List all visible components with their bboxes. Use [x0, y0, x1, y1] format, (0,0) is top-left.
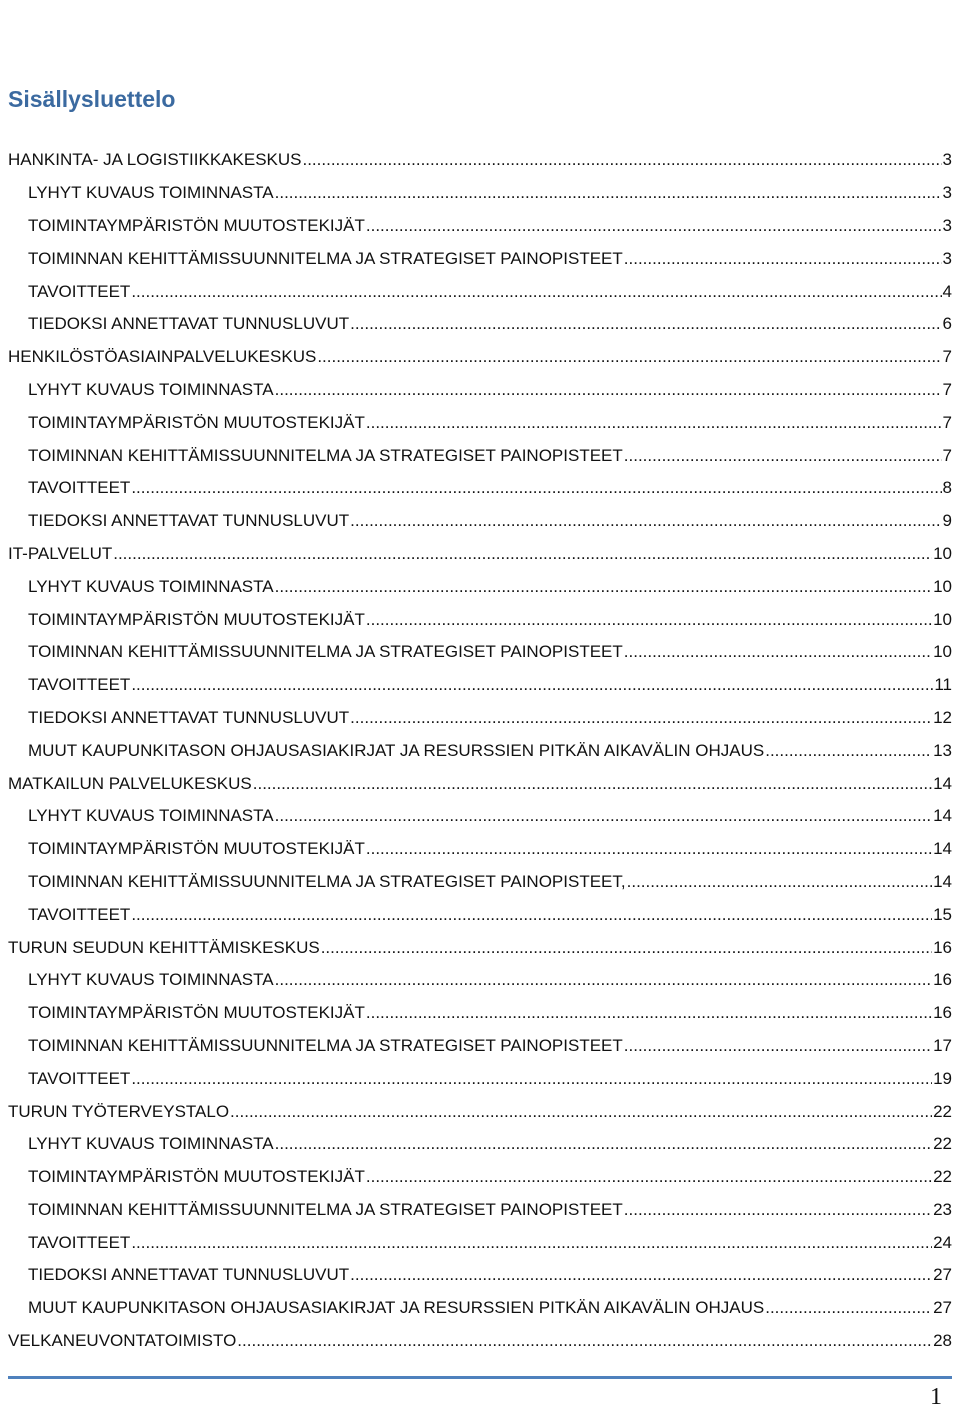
- toc-entry-page: 14: [933, 871, 952, 891]
- toc-entry-page: 27: [933, 1298, 952, 1318]
- toc-dot-leader: [627, 872, 932, 892]
- toc-dot-leader: [624, 446, 942, 466]
- toc-entry-page: 23: [933, 1199, 952, 1219]
- toc-entry[interactable]: [0, 538, 960, 571]
- toc-entry-label: VELKANEUVONTATOIMISTO: [8, 1331, 237, 1351]
- page-number: 1: [930, 1384, 942, 1410]
- toc-entry-page: 11: [934, 675, 952, 695]
- toc-entry-label: TOIMINNAN KEHITTÄMISSUUNNITELMA JA STRATEGISET PAINOPISTEET: [28, 642, 623, 662]
- toc-entry-page: 22: [933, 1101, 952, 1121]
- toc-entry[interactable]: [0, 472, 960, 505]
- toc-entry-page: 16: [933, 1003, 952, 1023]
- toc-entry-label: TIEDOKSI ANNETTAVAT TUNNUSLUVUT: [28, 1265, 350, 1285]
- toc-entry-label: TOIMINNAN KEHITTÄMISSUUNNITELMA JA STRATEGISET PAINOPISTEET: [28, 248, 623, 268]
- toc-entry-page: 16: [933, 970, 952, 990]
- toc-entry[interactable]: [0, 1259, 960, 1292]
- toc-dot-leader: [765, 741, 932, 761]
- toc-entry-page: 22: [933, 1134, 952, 1154]
- toc-dot-leader: [624, 1200, 932, 1220]
- toc-entry-label: TAVOITTEET: [28, 1232, 131, 1252]
- toc-entry[interactable]: [0, 242, 960, 275]
- toc-entry-label: LYHYT KUVAUS TOIMINNASTA: [28, 183, 274, 203]
- toc-entry-page: 3: [942, 183, 952, 203]
- toc-entry-page: 4: [942, 281, 952, 301]
- toc-entry[interactable]: [0, 997, 960, 1030]
- toc-entry-page: 19: [933, 1068, 952, 1088]
- toc-entry-label: LYHYT KUVAUS TOIMINNASTA: [28, 1134, 274, 1154]
- toc-entry[interactable]: [0, 866, 960, 899]
- toc-dot-leader: [366, 839, 932, 859]
- toc-entry-label: TOIMINNAN KEHITTÄMISSUUNNITELMA JA STRATEGISET PAINOPISTEET: [28, 1199, 623, 1219]
- toc-entry[interactable]: [0, 1161, 960, 1194]
- toc-entry[interactable]: [0, 800, 960, 833]
- toc-entry-label: LYHYT KUVAUS TOIMINNASTA: [28, 576, 274, 596]
- toc-entry-label: TOIMINTAYMPÄRISTÖN MUUTOSTEKIJÄT: [28, 215, 365, 235]
- toc-entry-label: TOIMINTAYMPÄRISTÖN MUUTOSTEKIJÄT: [28, 412, 365, 432]
- toc-entry[interactable]: [0, 505, 960, 538]
- toc-entry-label: TAVOITTEET: [28, 675, 131, 695]
- toc-entry-label: TOIMINNAN KEHITTÄMISSUUNNITELMA JA STRATEGISET PAINOPISTEET: [28, 1035, 623, 1055]
- toc-entry-label: TURUN SEUDUN KEHITTÄMISKESKUS: [8, 937, 320, 957]
- toc-entry-page: 3: [942, 248, 952, 268]
- toc-dot-leader: [131, 478, 941, 498]
- toc-dot-leader: [350, 1265, 932, 1285]
- toc-entry-page: 27: [933, 1265, 952, 1285]
- toc-entry-label: MATKAILUN PALVELUKESKUS: [8, 773, 252, 793]
- toc-entry-label: TOIMINTAYMPÄRISTÖN MUUTOSTEKIJÄT: [28, 609, 365, 629]
- toc-entry[interactable]: [0, 570, 960, 603]
- toc-dot-leader: [624, 249, 942, 269]
- toc-entry-page: 13: [933, 740, 952, 760]
- toc-dot-leader: [302, 150, 941, 170]
- toc-entry[interactable]: [0, 603, 960, 636]
- toc-entry[interactable]: [0, 669, 960, 702]
- toc-dot-leader: [275, 577, 932, 597]
- toc-entry[interactable]: [0, 144, 960, 177]
- toc-entry-page: 3: [942, 215, 952, 235]
- toc-dot-leader: [366, 1167, 932, 1187]
- toc-entry-label: TOIMINNAN KEHITTÄMISSUUNNITELMA JA STRATEGISET PAINOPISTEET,: [28, 871, 626, 891]
- toc-entry-label: LYHYT KUVAUS TOIMINNASTA: [28, 379, 274, 399]
- toc-entry-page: 10: [933, 576, 952, 596]
- toc-entry[interactable]: [0, 177, 960, 210]
- toc-dot-leader: [275, 183, 942, 203]
- toc-entry[interactable]: [0, 898, 960, 931]
- toc-entry-label: TOIMINNAN KEHITTÄMISSUUNNITELMA JA STRATEGISET PAINOPISTEET: [28, 445, 623, 465]
- toc-entry[interactable]: [0, 1292, 960, 1325]
- toc-entry[interactable]: [0, 734, 960, 767]
- toc-entry-page: 10: [933, 609, 952, 629]
- toc-entry-label: MUUT KAUPUNKITASON OHJAUSASIAKIRJAT JA RESURSSIEN PITKÄN AIKAVÄLIN OHJAUS: [28, 740, 765, 760]
- toc-entry[interactable]: [0, 1226, 960, 1259]
- toc-dot-leader: [624, 642, 932, 662]
- toc-dot-leader: [366, 216, 942, 236]
- toc-entry[interactable]: [0, 406, 960, 439]
- toc-entry[interactable]: [0, 964, 960, 997]
- toc-entry[interactable]: [0, 767, 960, 800]
- toc-dot-leader: [350, 708, 932, 728]
- toc-entry[interactable]: [0, 1325, 960, 1358]
- toc-entry-label: TURUN TYÖTERVEYSTALO: [8, 1101, 230, 1121]
- toc-entry-page: 7: [942, 412, 952, 432]
- toc-dot-leader: [230, 1102, 932, 1122]
- toc-entry-label: TIEDOKSI ANNETTAVAT TUNNUSLUVUT: [28, 707, 350, 727]
- toc-dot-leader: [366, 610, 932, 630]
- toc-dot-leader: [275, 1134, 932, 1154]
- toc-dot-leader: [275, 806, 932, 826]
- toc-entry-page: 22: [933, 1167, 952, 1187]
- toc-entry-label: MUUT KAUPUNKITASON OHJAUSASIAKIRJAT JA RESURSSIEN PITKÄN AIKAVÄLIN OHJAUS: [28, 1298, 765, 1318]
- toc-entry[interactable]: [0, 1194, 960, 1227]
- toc-dot-leader: [131, 1069, 932, 1089]
- toc-entry-label: LYHYT KUVAUS TOIMINNASTA: [28, 806, 274, 826]
- toc-entry-page: 15: [933, 904, 952, 924]
- toc-entry[interactable]: [0, 374, 960, 407]
- toc-dot-leader: [624, 1036, 932, 1056]
- toc-entry-page: 14: [933, 773, 952, 793]
- toc-entry[interactable]: [0, 1128, 960, 1161]
- toc-dot-leader: [131, 1233, 932, 1253]
- toc-dot-leader: [366, 413, 942, 433]
- toc-entry-page: 3: [942, 150, 952, 170]
- toc-list: [0, 144, 960, 1357]
- toc-entry[interactable]: [0, 833, 960, 866]
- toc-entry-page: 7: [942, 379, 952, 399]
- toc-entry-page: 10: [933, 642, 952, 662]
- toc-entry-page: 14: [933, 839, 952, 859]
- toc-entry[interactable]: [0, 341, 960, 374]
- toc-dot-leader: [237, 1331, 932, 1351]
- toc-entry-page: 7: [942, 347, 952, 367]
- toc-entry-label: TOIMINTAYMPÄRISTÖN MUUTOSTEKIJÄT: [28, 1003, 365, 1023]
- toc-dot-leader: [131, 282, 941, 302]
- toc-entry-page: 28: [933, 1331, 952, 1351]
- toc-dot-leader: [275, 380, 942, 400]
- toc-entry-label: TIEDOKSI ANNETTAVAT TUNNUSLUVUT: [28, 314, 350, 334]
- toc-entry-label: TIEDOKSI ANNETTAVAT TUNNUSLUVUT: [28, 511, 350, 531]
- toc-dot-leader: [350, 511, 941, 531]
- toc-entry[interactable]: [0, 931, 960, 964]
- toc-entry[interactable]: [0, 1062, 960, 1095]
- toc-entry[interactable]: [0, 1095, 960, 1128]
- toc-entry-label: TAVOITTEET: [28, 1068, 131, 1088]
- toc-title: Sisällysluettelo: [8, 86, 176, 112]
- toc-entry-label: TOIMINTAYMPÄRISTÖN MUUTOSTEKIJÄT: [28, 1167, 365, 1187]
- toc-entry-label: HENKILÖSTÖASIAINPALVELUKESKUS: [8, 347, 317, 367]
- toc-dot-leader: [765, 1298, 932, 1318]
- toc-entry-page: 24: [933, 1232, 952, 1252]
- toc-entry-page: 8: [942, 478, 952, 498]
- toc-dot-leader: [253, 774, 932, 794]
- toc-dot-leader: [113, 544, 932, 564]
- toc-entry[interactable]: [0, 308, 960, 341]
- toc-entry-label: LYHYT KUVAUS TOIMINNASTA: [28, 970, 274, 990]
- toc-dot-leader: [366, 1003, 932, 1023]
- toc-entry-page: 12: [933, 707, 952, 727]
- toc-entry-label: TAVOITTEET: [28, 281, 131, 301]
- footer-rule: [8, 1376, 952, 1379]
- toc-dot-leader: [275, 970, 932, 990]
- toc-entry-label: TAVOITTEET: [28, 904, 131, 924]
- toc-entry-page: 17: [933, 1035, 952, 1055]
- toc-entry-page: 16: [933, 937, 952, 957]
- toc-entry-label: HANKINTA- JA LOGISTIIKKAKESKUS: [8, 150, 302, 170]
- toc-entry-label: TAVOITTEET: [28, 478, 131, 498]
- toc-entry-page: 10: [933, 543, 952, 563]
- toc-entry-page: 6: [942, 314, 952, 334]
- toc-dot-leader: [317, 347, 941, 367]
- toc-entry[interactable]: [0, 439, 960, 472]
- toc-dot-leader: [321, 938, 932, 958]
- toc-dot-leader: [131, 675, 933, 695]
- toc-entry[interactable]: [0, 702, 960, 735]
- toc-entry-label: IT-PALVELUT: [8, 543, 113, 563]
- toc-entry-page: 9: [942, 511, 952, 531]
- toc-entry-label: TOIMINTAYMPÄRISTÖN MUUTOSTEKIJÄT: [28, 839, 365, 859]
- toc-entry[interactable]: [0, 636, 960, 669]
- toc-entry[interactable]: [0, 210, 960, 243]
- toc-dot-leader: [350, 314, 941, 334]
- toc-entry[interactable]: [0, 1030, 960, 1063]
- toc-entry-page: 7: [942, 445, 952, 465]
- toc-entry[interactable]: [0, 275, 960, 308]
- toc-dot-leader: [131, 905, 932, 925]
- toc-entry-page: 14: [933, 806, 952, 826]
